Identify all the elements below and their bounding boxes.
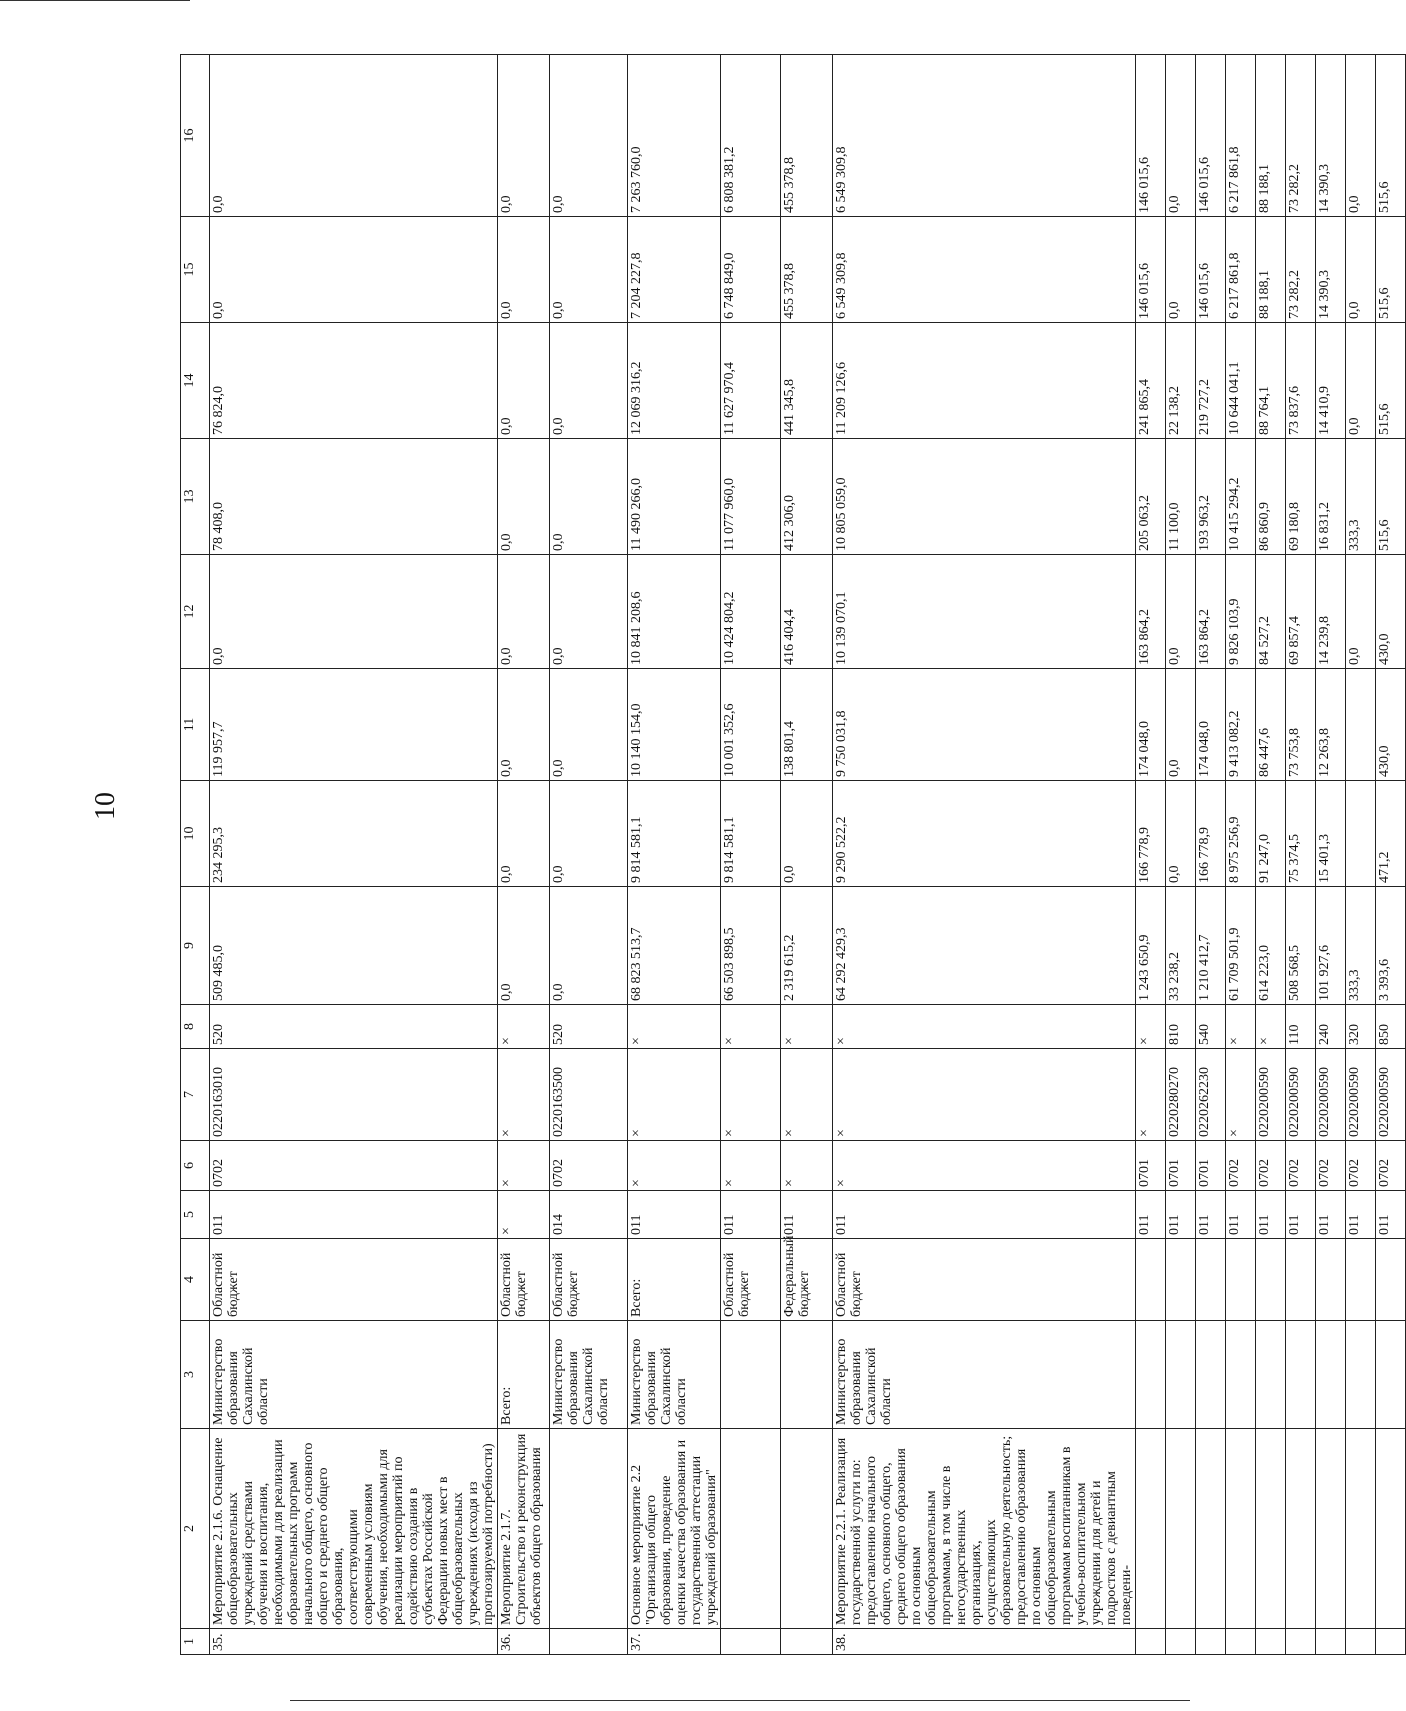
cell-col-8: × [1226,1005,1256,1049]
cell-col-7: × [721,1049,781,1141]
cell-col-8: 520 [210,1005,498,1049]
cell-col-5: 014 [550,1191,628,1239]
cell-col-1 [721,1629,781,1655]
cell-col-7: × [628,1049,721,1141]
table-row [1286,55,1316,1655]
cell-col-6: 0701 [1166,1141,1196,1191]
cell-col-8: 810 [1166,1005,1196,1049]
cell-col-15: 88 188,1 [1256,217,1286,323]
cell-col-13: 0,0 [550,439,628,555]
cell-col-11: 174 048,0 [1196,669,1226,781]
column-header-8: 8 [181,1005,210,1049]
cell-col-5: 011 [1286,1191,1316,1239]
column-header-7: 7 [181,1049,210,1141]
cell-col-7: × [1136,1049,1166,1141]
cell-col-3: Министерство образования Сахалинской области [628,1321,721,1429]
cell-col-10: 0,0 [498,781,550,887]
cell-col-13: 11 490 266,0 [628,439,721,555]
cell-col-2 [1256,1429,1286,1629]
cell-col-15: 6 549 309,8 [833,217,1136,323]
cell-col-15: 146 015,6 [1136,217,1166,323]
column-header-2: 2 [181,1429,210,1629]
cell-col-6: × [721,1141,781,1191]
column-header-4: 4 [181,1239,210,1321]
cell-col-15: 73 282,2 [1286,217,1316,323]
cell-col-2 [1136,1429,1166,1629]
cell-col-9: 1 243 650,9 [1136,887,1166,1005]
cell-col-11: 0,0 [1166,669,1196,781]
cell-col-8: 110 [1286,1005,1316,1049]
cell-col-7: 0220163010 [210,1049,498,1141]
cell-col-13: 11 100,0 [1166,439,1196,555]
cell-col-14: 11 209 126,6 [833,323,1136,439]
cell-col-14: 88 764,1 [1256,323,1286,439]
table-row [721,55,781,1655]
cell-col-4 [1196,1239,1226,1321]
cell-col-14: 11 627 970,4 [721,323,781,439]
cell-col-10: 8 975 256,9 [1226,781,1256,887]
cell-col-3: Министерство образования Сахалинской области [550,1321,628,1429]
cell-col-8: × [498,1005,550,1049]
cell-col-14: 14 410,9 [1316,323,1346,439]
cell-col-5: 011 [1196,1191,1226,1239]
cell-col-1 [1256,1629,1286,1655]
cell-col-2 [1286,1429,1316,1629]
cell-col-15: 0,0 [210,217,498,323]
cell-col-3 [1166,1321,1196,1429]
cell-col-14: 73 837,6 [1286,323,1316,439]
cell-col-1 [1286,1629,1316,1655]
cell-col-7: × [781,1049,833,1141]
cell-col-1 [1316,1629,1346,1655]
cell-col-10: 471,2 [1376,781,1406,887]
table-row [628,55,721,1655]
cell-col-2 [1316,1429,1346,1629]
cell-col-1: 36. [498,1629,550,1655]
cell-col-1 [1166,1629,1196,1655]
cell-col-13: 11 077 960,0 [721,439,781,555]
cell-col-2 [781,1429,833,1629]
cell-col-9: 614 223,0 [1256,887,1286,1005]
cell-col-6: 0701 [1196,1141,1226,1191]
cell-col-2: Основное мероприятие 2.2 "Организация общего образования, проведение оценки качества образования и государственной аттестации учреждений образования" [628,1429,721,1629]
cell-col-10 [1346,781,1376,887]
column-header-11: 11 [181,669,210,781]
cell-col-16: 88 188,1 [1256,55,1286,217]
table-row [1256,55,1286,1655]
cell-col-3 [781,1321,833,1429]
cell-col-7: × [1226,1049,1256,1141]
cell-col-12: 10 139 070,1 [833,555,1136,669]
cell-col-6: × [498,1141,550,1191]
cell-col-12: 0,0 [1346,555,1376,669]
cell-col-7: 0220262230 [1196,1049,1226,1141]
cell-col-10: 9 290 522,2 [833,781,1136,887]
cell-col-13: 69 180,8 [1286,439,1316,555]
cell-col-13: 0,0 [498,439,550,555]
cell-col-15: 7 204 227,8 [628,217,721,323]
cell-col-5: 011 [1256,1191,1286,1239]
cell-col-15: 6 748 849,0 [721,217,781,323]
cell-col-16: 6 217 861,8 [1226,55,1256,217]
cell-col-14: 219 727,2 [1196,323,1226,439]
cell-col-10: 166 778,9 [1136,781,1166,887]
cell-col-7: 0220200590 [1316,1049,1346,1141]
cell-col-8: × [721,1005,781,1049]
cell-col-8: 540 [1196,1005,1226,1049]
cell-col-11: 10 140 154,0 [628,669,721,781]
cell-col-4 [1316,1239,1346,1321]
cell-col-16: 73 282,2 [1286,55,1316,217]
cell-col-16: 0,0 [210,55,498,217]
cell-col-14: 22 138,2 [1166,323,1196,439]
cell-col-12: 0,0 [1166,555,1196,669]
cell-col-4 [1346,1239,1376,1321]
cell-col-14: 12 069 316,2 [628,323,721,439]
cell-col-16: 515,6 [1376,55,1406,217]
cell-col-1 [550,1629,628,1655]
cell-col-15: 0,0 [498,217,550,323]
cell-col-9: 0,0 [498,887,550,1005]
cell-col-4 [1166,1239,1196,1321]
cell-col-12: 0,0 [210,555,498,669]
cell-col-11: 0,0 [498,669,550,781]
cell-col-10: 9 814 581,1 [628,781,721,887]
cell-col-5: 011 [1346,1191,1376,1239]
cell-col-14: 0,0 [550,323,628,439]
cell-col-5: 011 [1376,1191,1406,1239]
cell-col-14: 0,0 [498,323,550,439]
cell-col-10: 75 374,5 [1286,781,1316,887]
cell-col-1: 35. [210,1629,498,1655]
cell-col-1 [781,1629,833,1655]
cell-col-10: 15 401,3 [1316,781,1346,887]
cell-col-15: 146 015,6 [1196,217,1226,323]
cell-col-16: 14 390,3 [1316,55,1346,217]
table-row [1316,55,1346,1655]
cell-col-2: Мероприятие 2.1.7. Строительство и реконструкция объектов общего образования [498,1429,550,1629]
cell-col-4 [1286,1239,1316,1321]
cell-col-2 [1376,1429,1406,1629]
cell-col-12: 9 826 103,9 [1226,555,1256,669]
cell-col-4: Областной бюджет [833,1239,1136,1321]
cell-col-16: 0,0 [1166,55,1196,217]
cell-col-2 [721,1429,781,1629]
cell-col-9: 64 292 429,3 [833,887,1136,1005]
cell-col-5: 011 [1136,1191,1166,1239]
budget-table [180,54,1406,1655]
cell-col-3 [1346,1321,1376,1429]
cell-col-2 [1196,1429,1226,1629]
cell-col-2 [550,1429,628,1629]
cell-col-10: 0,0 [1166,781,1196,887]
cell-col-14: 10 644 041,1 [1226,323,1256,439]
cell-col-11: 119 957,7 [210,669,498,781]
cell-col-3: Министерство образования Сахалинской области [833,1321,1136,1429]
cell-col-1: 38. [833,1629,1136,1655]
cell-col-12: 10 841 208,6 [628,555,721,669]
cell-col-13: 10 415 294,2 [1226,439,1256,555]
cell-col-4: Федеральный бюджет [781,1239,833,1321]
cell-col-2: Мероприятие 2.1.6. Оснащение общеобразовательных учреждений средствами обучения и воспитания, необходимыми для реализации образовательных программ начального общего, основного общего и среднего общего образования, соответствующими современным условиям обучения, необходимыми для реализации мероприятий по содействию создания в субъектах Российской Федерации новых мест в общеобразовательных учреждениях (исходя из прогнозируемой потребности) [210,1429,498,1629]
cell-col-9: 2 319 615,2 [781,887,833,1005]
cell-col-2 [1166,1429,1196,1629]
cell-col-2 [1226,1429,1256,1629]
cell-col-4: Областной бюджет [550,1239,628,1321]
cell-col-3: Всего: [498,1321,550,1429]
cell-col-5: 011 [781,1191,833,1239]
cell-col-12: 416 404,4 [781,555,833,669]
table-row [1346,55,1376,1655]
table-row [1196,55,1226,1655]
cell-col-2 [1346,1429,1376,1629]
cell-col-5: 011 [721,1191,781,1239]
cell-col-10: 0,0 [550,781,628,887]
cell-col-9: 66 503 898,5 [721,887,781,1005]
cell-col-7: 0220200590 [1376,1049,1406,1141]
cell-col-7: 0220200590 [1286,1049,1316,1141]
cell-col-6: 0702 [1316,1141,1346,1191]
column-header-1: 1 [181,1629,210,1655]
cell-col-5: 011 [1166,1191,1196,1239]
column-header-14: 14 [181,323,210,439]
cell-col-7: × [833,1049,1136,1141]
cell-col-4 [1136,1239,1166,1321]
cell-col-3 [721,1321,781,1429]
cell-col-8: 240 [1316,1005,1346,1049]
cell-col-13: 515,6 [1376,439,1406,555]
cell-col-7: 0220280270 [1166,1049,1196,1141]
cell-col-8: × [833,1005,1136,1049]
cell-col-13: 78 408,0 [210,439,498,555]
page-number: 10 [90,792,121,820]
cell-col-16: 0,0 [550,55,628,217]
cell-col-16: 146 015,6 [1136,55,1166,217]
cell-col-11: 0,0 [550,669,628,781]
cell-col-9: 3 393,6 [1376,887,1406,1005]
bottom-rule [290,1700,1190,1701]
cell-col-9: 509 485,0 [210,887,498,1005]
cell-col-11: 138 801,4 [781,669,833,781]
cell-col-6: 0702 [1286,1141,1316,1191]
table-row [1166,55,1196,1655]
cell-col-12: 84 527,2 [1256,555,1286,669]
cell-col-13: 86 860,9 [1256,439,1286,555]
cell-col-4 [1376,1239,1406,1321]
cell-col-15: 14 390,3 [1316,217,1346,323]
cell-col-14: 0,0 [1346,323,1376,439]
cell-col-4 [1226,1239,1256,1321]
column-header-9: 9 [181,887,210,1005]
cell-col-10: 234 295,3 [210,781,498,887]
cell-col-6: 0702 [1376,1141,1406,1191]
cell-col-1: 37. [628,1629,721,1655]
cell-col-9: 1 210 412,7 [1196,887,1226,1005]
cell-col-5: 011 [628,1191,721,1239]
cell-col-6: 0702 [1346,1141,1376,1191]
cell-col-15: 6 217 861,8 [1226,217,1256,323]
cell-col-6: 0702 [1256,1141,1286,1191]
table-row [1376,55,1406,1655]
cell-col-1 [1196,1629,1226,1655]
cell-col-9: 33 238,2 [1166,887,1196,1005]
cell-col-7: 0220200590 [1256,1049,1286,1141]
cell-col-8: × [1256,1005,1286,1049]
cell-col-12: 14 239,8 [1316,555,1346,669]
cell-col-16: 0,0 [1346,55,1376,217]
cell-col-13: 205 063,2 [1136,439,1166,555]
cell-col-12: 0,0 [498,555,550,669]
cell-col-16: 455 378,8 [781,55,833,217]
cell-col-14: 241 865,4 [1136,323,1166,439]
cell-col-13: 193 963,2 [1196,439,1226,555]
table-row [1226,55,1256,1655]
cell-col-4: Областной бюджет [721,1239,781,1321]
cell-col-11: 12 263,8 [1316,669,1346,781]
cell-col-10: 166 778,9 [1196,781,1226,887]
cell-col-8: 850 [1376,1005,1406,1049]
cell-col-6: × [628,1141,721,1191]
column-header-16: 16 [181,55,210,217]
table-row [781,55,833,1655]
column-header-13: 13 [181,439,210,555]
cell-col-10: 0,0 [781,781,833,887]
cell-col-11: 9 750 031,8 [833,669,1136,781]
cell-col-6: 0702 [210,1141,498,1191]
cell-col-9: 0,0 [550,887,628,1005]
column-header-3: 3 [181,1321,210,1429]
cell-col-1 [1376,1629,1406,1655]
cell-col-8: × [628,1005,721,1049]
cell-col-13: 10 805 059,0 [833,439,1136,555]
column-header-6: 6 [181,1141,210,1191]
cell-col-12: 69 857,4 [1286,555,1316,669]
column-header-10: 10 [181,781,210,887]
cell-col-8: × [781,1005,833,1049]
cell-col-8: 520 [550,1005,628,1049]
cell-col-11 [1346,669,1376,781]
cell-col-4: Областной бюджет [210,1239,498,1321]
cell-col-11: 86 447,6 [1256,669,1286,781]
cell-col-3 [1226,1321,1256,1429]
cell-col-5: 011 [833,1191,1136,1239]
cell-col-16: 146 015,6 [1196,55,1226,217]
cell-col-15: 515,6 [1376,217,1406,323]
cell-col-6: 0701 [1136,1141,1166,1191]
cell-col-15: 455 378,8 [781,217,833,323]
cell-col-1 [1346,1629,1376,1655]
cell-col-9: 508 568,5 [1286,887,1316,1005]
cell-col-13: 333,3 [1346,439,1376,555]
cell-col-12: 430,0 [1376,555,1406,669]
cell-col-5: 011 [1316,1191,1346,1239]
cell-col-6: 0702 [550,1141,628,1191]
cell-col-6: × [833,1141,1136,1191]
cell-col-3 [1376,1321,1406,1429]
cell-col-6: 0702 [1226,1141,1256,1191]
header-row [181,55,210,1655]
cell-col-5: × [498,1191,550,1239]
cell-col-12: 0,0 [550,555,628,669]
cell-col-6: × [781,1141,833,1191]
cell-col-15: 0,0 [1346,217,1376,323]
cell-col-12: 163 864,2 [1136,555,1166,669]
cell-col-4: Областной бюджет [498,1239,550,1321]
cell-col-13: 16 831,2 [1316,439,1346,555]
cell-col-3 [1136,1321,1166,1429]
cell-col-3 [1316,1321,1346,1429]
cell-col-14: 441 345,8 [781,323,833,439]
cell-col-1 [1226,1629,1256,1655]
cell-col-13: 412 306,0 [781,439,833,555]
cell-col-11: 10 001 352,6 [721,669,781,781]
rotated-budget-table-wrapper [180,55,1392,1655]
cell-col-10: 91 247,0 [1256,781,1286,887]
cell-col-3 [1286,1321,1316,1429]
cell-col-3: Министерство образования Сахалинской области [210,1321,498,1429]
cell-col-9: 68 823 513,7 [628,887,721,1005]
table-body [210,55,1406,1655]
table-row [833,55,1136,1655]
cell-col-16: 6 808 381,2 [721,55,781,217]
cell-col-14: 515,6 [1376,323,1406,439]
cell-col-4: Всего: [628,1239,721,1321]
cell-col-12: 163 864,2 [1196,555,1226,669]
cell-col-11: 73 753,8 [1286,669,1316,781]
cell-col-7: 0220200590 [1346,1049,1376,1141]
column-header-5: 5 [181,1191,210,1239]
cell-col-2: Мероприятие 2.2.1. Реализация государственной услуги по: предоставлению начального общего, основного общего, среднего общего образования по основным общеобразовательным программам, в том числе в негосударственных организациях, осуществляющих образовательную деятельность; предоставлению образования по основным общеобразовательным программам воспитанникам в учебно-воспитательном учреждении для детей и подростков с девиантным поведени- [833,1429,1136,1629]
scan-top-mark [0,0,190,5]
cell-col-3 [1256,1321,1286,1429]
cell-col-5: 011 [1226,1191,1256,1239]
cell-col-9: 101 927,6 [1316,887,1346,1005]
cell-col-16: 0,0 [498,55,550,217]
cell-col-16: 6 549 309,8 [833,55,1136,217]
table-row [1136,55,1166,1655]
cell-col-16: 7 263 760,0 [628,55,721,217]
table-row [498,55,550,1655]
cell-col-5: 011 [210,1191,498,1239]
cell-col-7: × [498,1049,550,1141]
cell-col-9: 61 709 501,9 [1226,887,1256,1005]
cell-col-14: 76 824,0 [210,323,498,439]
cell-col-7: 0220163500 [550,1049,628,1141]
cell-col-10: 9 814 581,1 [721,781,781,887]
column-header-12: 12 [181,555,210,669]
table-row [210,55,498,1655]
cell-col-12: 10 424 804,2 [721,555,781,669]
cell-col-15: 0,0 [1166,217,1196,323]
cell-col-11: 430,0 [1376,669,1406,781]
cell-col-8: 320 [1346,1005,1376,1049]
cell-col-1 [1136,1629,1166,1655]
cell-col-8: × [1136,1005,1166,1049]
table-row [550,55,628,1655]
cell-col-11: 174 048,0 [1136,669,1166,781]
cell-col-15: 0,0 [550,217,628,323]
column-header-15: 15 [181,217,210,323]
cell-col-11: 9 413 082,2 [1226,669,1256,781]
cell-col-3 [1196,1321,1226,1429]
cell-col-4 [1256,1239,1286,1321]
cell-col-9: 333,3 [1346,887,1376,1005]
